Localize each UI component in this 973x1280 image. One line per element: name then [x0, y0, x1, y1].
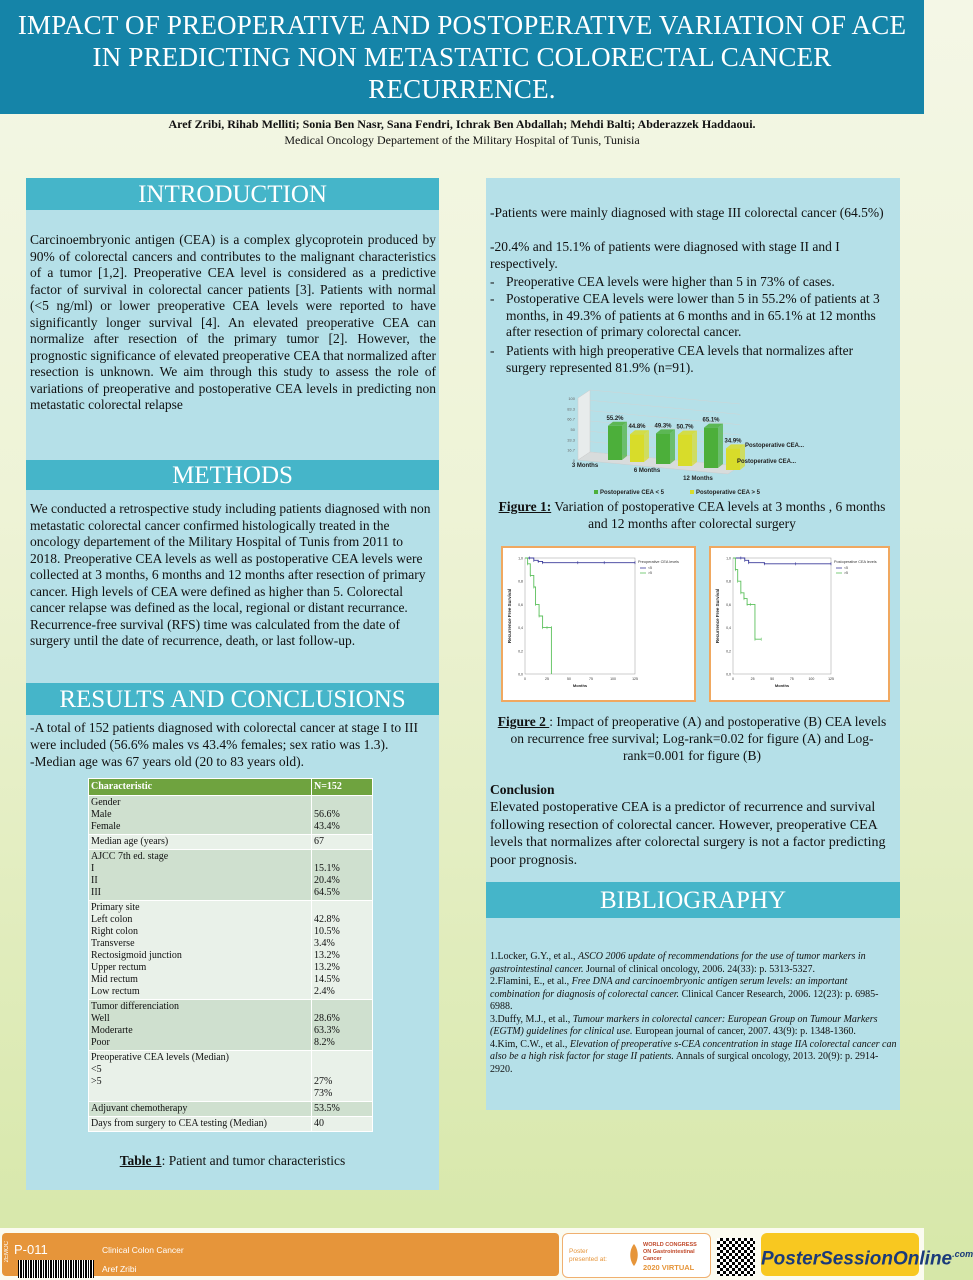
table-1-caption [26, 1152, 439, 1169]
x-tick-label: 125 [828, 677, 834, 681]
y-tick-label: 1,0 [518, 556, 523, 561]
table-cell-line: Days from surgery to CEA testing (Median) [91, 1118, 267, 1129]
methods-heading: METHODS [26, 460, 439, 490]
figure-1-label: Figure 1: [498, 499, 552, 514]
figure-2-caption-text: : Impact of preoperative (A) and postoperative (B) CEA levels on recurrence free survival; Log-rank=0.02 for figure (A) and Log-rank=0.001 for figure (B) [510, 714, 887, 763]
table-cell-value [312, 1000, 373, 1051]
table-cell-line: 64.5% [314, 887, 340, 898]
characteristics-table [88, 778, 373, 1132]
table-cell-characteristic [89, 835, 312, 850]
table-cell-value [312, 901, 373, 1000]
y-tick-label: 0 [572, 458, 575, 463]
table-cell-line [314, 797, 370, 809]
y-tick-label: 0,6 [518, 602, 523, 607]
bar [678, 435, 692, 466]
y-tick-label: 0,4 [518, 626, 523, 631]
table-cell-line: Well [91, 1013, 110, 1024]
bar [656, 433, 670, 464]
table-cell-value [312, 1051, 373, 1102]
table-cell-characteristic [89, 850, 312, 901]
x-tick-label: 100 [808, 677, 815, 681]
table-cell-characteristic [89, 1117, 312, 1132]
table-cell-line: >5 [91, 1076, 102, 1087]
bar [630, 434, 644, 462]
data-label: 50.7% [676, 424, 694, 431]
y-axis-label: Recurrence Free Survival [507, 588, 512, 644]
y-tick-label: 16.7 [567, 447, 575, 453]
table-cell-value [312, 796, 373, 835]
table-cell-line: Male [91, 809, 112, 820]
table-cell-line: III [91, 887, 101, 898]
table-cell-line: Mid rectum [91, 974, 138, 985]
x-tick-label: 25 [545, 677, 549, 681]
table-cell-line: 56.6% [314, 809, 340, 820]
table-cell-line: 27% [314, 1076, 333, 1087]
figure-2a-km-plot [503, 548, 694, 700]
table-cell-line [314, 851, 370, 863]
legend-label: Postoperative CEA > 5 [696, 490, 760, 496]
category-label: 12 Months [683, 476, 713, 482]
y-tick-label: 0,2 [518, 649, 523, 654]
table-cell-characteristic [89, 1000, 312, 1051]
figure-1-bar-chart [560, 388, 830, 500]
table-cell-characteristic [89, 1051, 312, 1102]
category-label: 3 Months [571, 463, 599, 469]
introduction-heading: INTRODUCTION [26, 178, 439, 210]
table-cell-line: AJCC 7th ed. stage [91, 851, 169, 862]
congress-name: WORLD CONGRESS ON Gastrointestinal Cancer [643, 1242, 697, 1262]
table-cell-characteristic [89, 796, 312, 835]
table-cell-value [312, 1102, 373, 1117]
table-cell-line: Right colon [91, 926, 138, 937]
table-row [89, 1102, 373, 1117]
table-header-characteristic: Characteristic [89, 779, 312, 796]
legend-title: Postoperative CEA levels [834, 560, 877, 564]
legend-label: Postoperative CEA < 5 [600, 490, 664, 496]
barcode-image [18, 1260, 94, 1278]
table-cell-line [314, 902, 370, 914]
results-para-stage-iii: -Patients were mainly diagnosed with stage III colorectal cancer (64.5%) [490, 205, 884, 220]
table-cell-line: Median age (years) [91, 836, 169, 847]
table-1-caption-text: : Patient and tumor characteristics [161, 1153, 346, 1168]
figure-2-caption [490, 713, 894, 764]
results-heading: RESULTS AND CONCLUSIONS [26, 683, 439, 715]
y-tick-label: 33.3 [567, 437, 575, 443]
reference-2: 2.Flamini, E., et al., Free DNA and carcinoembryonic antigen serum levels: an important combination for diagnosis of colorectal cancer. Clinical Cancer Research, 2006. 12(23): p. 6985-6988. [490, 976, 879, 1012]
x-tick-label: 100 [610, 677, 616, 681]
legend-label: <5 [844, 566, 848, 570]
y-tick-label: 100 [568, 396, 575, 401]
y-tick-label: 1,0 [726, 556, 731, 561]
legend-label: >5 [648, 571, 652, 575]
results-line-2: -Median age was 67 years old (20 to 83 years old). [30, 754, 305, 769]
presented-at-label: Poster presented at: [569, 1248, 607, 1263]
table-row [89, 1000, 373, 1051]
legend-label: >5 [844, 571, 848, 575]
reference-1: 1.Locker, G.Y., et al., ASCO 2006 update of recommendations for the use of tumor markers in gastrointestinal cancer. Journal of clinical oncology, 2006. 24(33): p. 5313-5327. [490, 951, 866, 975]
table-cell-line: II [91, 875, 98, 886]
table-cell-line: 73% [314, 1088, 333, 1099]
table-header-row [89, 779, 373, 796]
table-cell-line: 13.2% [314, 962, 340, 973]
footer-author: Aref Zribi [102, 1264, 137, 1274]
y-tick-label: 0,6 [726, 602, 731, 607]
category-label: 6 Months [633, 468, 661, 474]
x-tick-label: 25 [750, 677, 755, 681]
table-cell-line: 10.5% [314, 926, 340, 937]
table-cell-line: Preoperative CEA levels (Median) [91, 1052, 230, 1063]
figure-2a-frame [501, 546, 696, 702]
data-label: 49.3% [654, 423, 672, 430]
figure-2-label: Figure 2 [497, 714, 550, 729]
footer-bar [2, 1233, 559, 1276]
presented-at-panel [562, 1233, 711, 1278]
footer-side-code: 2EMOC [4, 1241, 10, 1263]
table-cell-characteristic [89, 1102, 312, 1117]
congress-logo-icon [627, 1242, 641, 1268]
table-cell-line: 63.3% [314, 1025, 340, 1036]
side-series-label: Postoperative CEA... [745, 443, 805, 449]
bibliography-list [490, 951, 898, 1076]
results-para-stage-ii: -20.4% and 15.1% of patients were diagnosed with stage II and I respectively. [490, 239, 840, 271]
plot-area [733, 558, 831, 674]
table-cell-line: Upper rectum [91, 962, 147, 973]
table-cell-line: 43.4% [314, 821, 340, 832]
chart-side-wall [578, 390, 590, 460]
y-tick-label: 0,8 [518, 579, 523, 584]
table-cell-line [314, 1001, 370, 1013]
table-cell-line: 15.1% [314, 863, 340, 874]
table-cell-line: 53.5% [314, 1103, 340, 1114]
y-tick-label: 0,0 [518, 672, 523, 677]
table-row [89, 901, 373, 1000]
bullet-2-mark: - [490, 291, 495, 306]
table-cell-line: Rectosigmoid junction [91, 950, 182, 961]
table-cell-line: 2.4% [314, 986, 335, 997]
affiliation: Medical Oncology Departement of the Military Hospital of Tunis, Tunisia [284, 133, 640, 147]
legend-swatch [690, 490, 694, 494]
data-label: 34.9% [724, 438, 742, 445]
postersessiononline-logo[interactable]: PosterSessionOnline$^{.com}$ [761, 1233, 919, 1276]
methods-text: We conducted a retrospective study including patients diagnosed with non metastatic colorectal cancer confirmed histologically treated in the oncology departement of the Military Hospital of Tunis from 2011 to 2018. Preoperative CEA levels as well as postoperative CEA levels were collected at 3 months, 6 months and 12 months after resection of primary cancer. High levels of CEA were defined as higher than 5. Colorectal cancer relapse was defined as the local, regional or distant recurrance. Recurrence-free survival (RFS) time was calculated from the date of surgery until the date of recurrence, death, or last follow-up. [30, 501, 431, 648]
y-axis-label: Recurrence Free Survival [715, 588, 720, 644]
table-cell-line: Primary site [91, 902, 140, 913]
y-tick-label: 0,0 [726, 672, 731, 677]
table-cell-line: 13.2% [314, 950, 340, 961]
introduction-text: Carcinoembryonic antigen (CEA) is a complex glycoprotein produced by 90% of colorectal cancers and contributes to the malignant characteristics of a tumor [1,2]. Preoperative CEA level is considered as a predictive factor of survival in colorectal cancer patients [3]. Patients with normal (<5 ng/ml) or lower preoperative CEA levels were reported to have significantly longer survival [4]. An elevated preoperative CEA can normalize after resection of the primary tumor [2]. However, the prognostic significance of elevated preoperative CEA that normalized after resection is unknown. We aim through this study to assess the role of variations of preoperative and postoperative CEA levels in predicting non metastatic colorectal relapse [30, 232, 436, 412]
reference-3: 3.Duffy, M.J., et al., Tumour markers in colorectal cancer: European Group on Tumour Markers (EGTM) guidelines for clinical use. European journal of cancer, 2007. 43(9): p. 1348-1360. [490, 1013, 878, 1037]
figure-2b-frame [709, 546, 890, 702]
table-row [89, 1051, 373, 1102]
x-tick-label: 75 [789, 677, 794, 681]
chart-gridline [590, 400, 740, 414]
table-header-n: N=152 [312, 779, 373, 796]
table-cell-line: 8.2% [314, 1037, 335, 1048]
bar [704, 428, 718, 468]
table-cell-line: 28.6% [314, 1013, 340, 1024]
legend-swatch [594, 490, 598, 494]
bullet-1-mark: - [490, 274, 495, 289]
bar-side [622, 422, 627, 460]
bar-side [670, 429, 675, 464]
footer [0, 1228, 973, 1280]
table-cell-line: Gender [91, 797, 121, 808]
bullet-3-mark: - [490, 343, 495, 358]
bar-side [644, 430, 649, 462]
table-cell-line: 40 [314, 1118, 324, 1129]
poster-header [0, 0, 924, 114]
side-series-label: Postoperative CEA... [737, 459, 797, 465]
conclusion-title: Conclusion [490, 782, 555, 797]
table-cell-line: Poor [91, 1037, 110, 1048]
x-tick-label: 0 [732, 677, 734, 681]
table-1-label: Table 1 [119, 1153, 162, 1168]
x-tick-label: 50 [770, 677, 775, 681]
figure-2b-km-plot [711, 548, 888, 700]
table-cell-line [91, 1088, 309, 1100]
data-label: 65.1% [702, 417, 720, 424]
table-cell-characteristic [89, 901, 312, 1000]
table-row [89, 835, 373, 850]
reference-4: 4.Kim, C.W., et al., Elevation of preoperative s-CEA concentration in stage IIA colorectal cancer can also be a high risk factor for stage II patients. Annals of surgical oncology, 2013. 20(9): p. 2914-2920. [490, 1038, 897, 1075]
figure-1-caption-text: Variation of postoperative CEA levels at 3 months , 6 months and 12 months after colorectal surgery [551, 499, 886, 531]
legend-label: <5 [648, 566, 652, 570]
table-cell-line [314, 1052, 370, 1064]
x-axis-label: Months [572, 683, 588, 688]
x-tick-label: 75 [589, 677, 593, 681]
table-cell-line [314, 1064, 370, 1076]
table-row [89, 1117, 373, 1132]
conclusion-text: Elevated postoperative CEA is a predictor of recurrence and survival following resection of colorectal cancer. However, preoperative CEA levels that normalizes after colorectal surgery is not a factor predicting poor prognosis. [490, 800, 886, 868]
x-axis-label: Months [774, 683, 790, 688]
y-tick-label: 50 [570, 427, 575, 432]
table-cell-line: Moderarte [91, 1025, 133, 1036]
poster-title: IMPACT OF PREOPERATIVE AND POSTOPERATIVE VARIATION OF ACE IN PREDICTING NON METASTATIC COLORECTAL CANCER RECURRENCE. [17, 10, 907, 104]
x-tick-label: 0 [524, 677, 526, 681]
data-label: 44.8% [628, 424, 646, 431]
table-cell-value [312, 850, 373, 901]
chart-gridline [590, 390, 740, 404]
poster-id: P-011 [14, 1242, 48, 1257]
table-row [89, 796, 373, 835]
bar-side [718, 424, 723, 468]
table-cell-line: Left colon [91, 914, 133, 925]
y-tick-label: 0,8 [726, 579, 731, 584]
y-tick-label: 66.7 [567, 416, 575, 422]
legend-title: Preoperative CEA levels [638, 560, 679, 564]
table-cell-line: Adjuvant chemotherapy [91, 1103, 188, 1114]
y-tick-label: 0,2 [726, 649, 731, 654]
x-tick-label: 125 [632, 677, 638, 681]
table-cell-line: <5 [91, 1064, 102, 1075]
table-cell-line: 3.4% [314, 938, 335, 949]
y-tick-label: 0,4 [726, 626, 731, 631]
table-cell-line: Female [91, 821, 121, 832]
bullet-1: Preoperative CEA levels were higher than 5 in 73% of cases. [506, 274, 835, 289]
figure-1-caption [490, 498, 894, 532]
table-cell-line: I [91, 863, 95, 874]
table-cell-line: 20.4% [314, 875, 340, 886]
bar [608, 426, 622, 460]
footer-category: Clinical Colon Cancer [102, 1245, 184, 1255]
bar-side [692, 431, 697, 466]
table-row [89, 850, 373, 901]
table-cell-value [312, 1117, 373, 1132]
table-cell-line: Low rectum [91, 986, 140, 997]
qr-code-image[interactable] [717, 1238, 755, 1276]
table-cell-line: 67 [314, 836, 324, 847]
y-tick-label: 83.3 [567, 406, 575, 412]
table-cell-line: 14.5% [314, 974, 340, 985]
bibliography-heading: BIBLIOGRAPHY [486, 882, 900, 918]
table-cell-line: 42.8% [314, 914, 340, 925]
bullet-2: Postoperative CEA levels were lower than 5 in 55.2% of patients at 3 months, in 49.3% of patients at 6 months and in 65.1% at 12 months after resection of primary colorectal cancer. [506, 291, 880, 339]
table-cell-line: Transverse [91, 938, 135, 949]
bullet-3: Patients with high preoperative CEA levels that normalizes after surgery represented 81.9% (n=91). [506, 343, 854, 375]
data-label: 55.2% [606, 415, 624, 422]
table-cell-value [312, 835, 373, 850]
authors: Aref Zribi, Rihab Melliti; Sonia Ben Nasr, Sana Fendri, Ichrak Ben Abdallah; Mehdi Balti; Abderazzek Haddaoui. [168, 117, 756, 131]
table-cell-line: Tumor differenciation [91, 1001, 180, 1012]
congress-year: 2020 VIRTUAL [643, 1263, 695, 1272]
x-tick-label: 50 [567, 677, 571, 681]
results-line-1: -A total of 152 patients diagnosed with colorectal cancer at stage I to III were included (56.6% males vs 43.4% females; sex ratio was 1.3). [30, 720, 418, 752]
